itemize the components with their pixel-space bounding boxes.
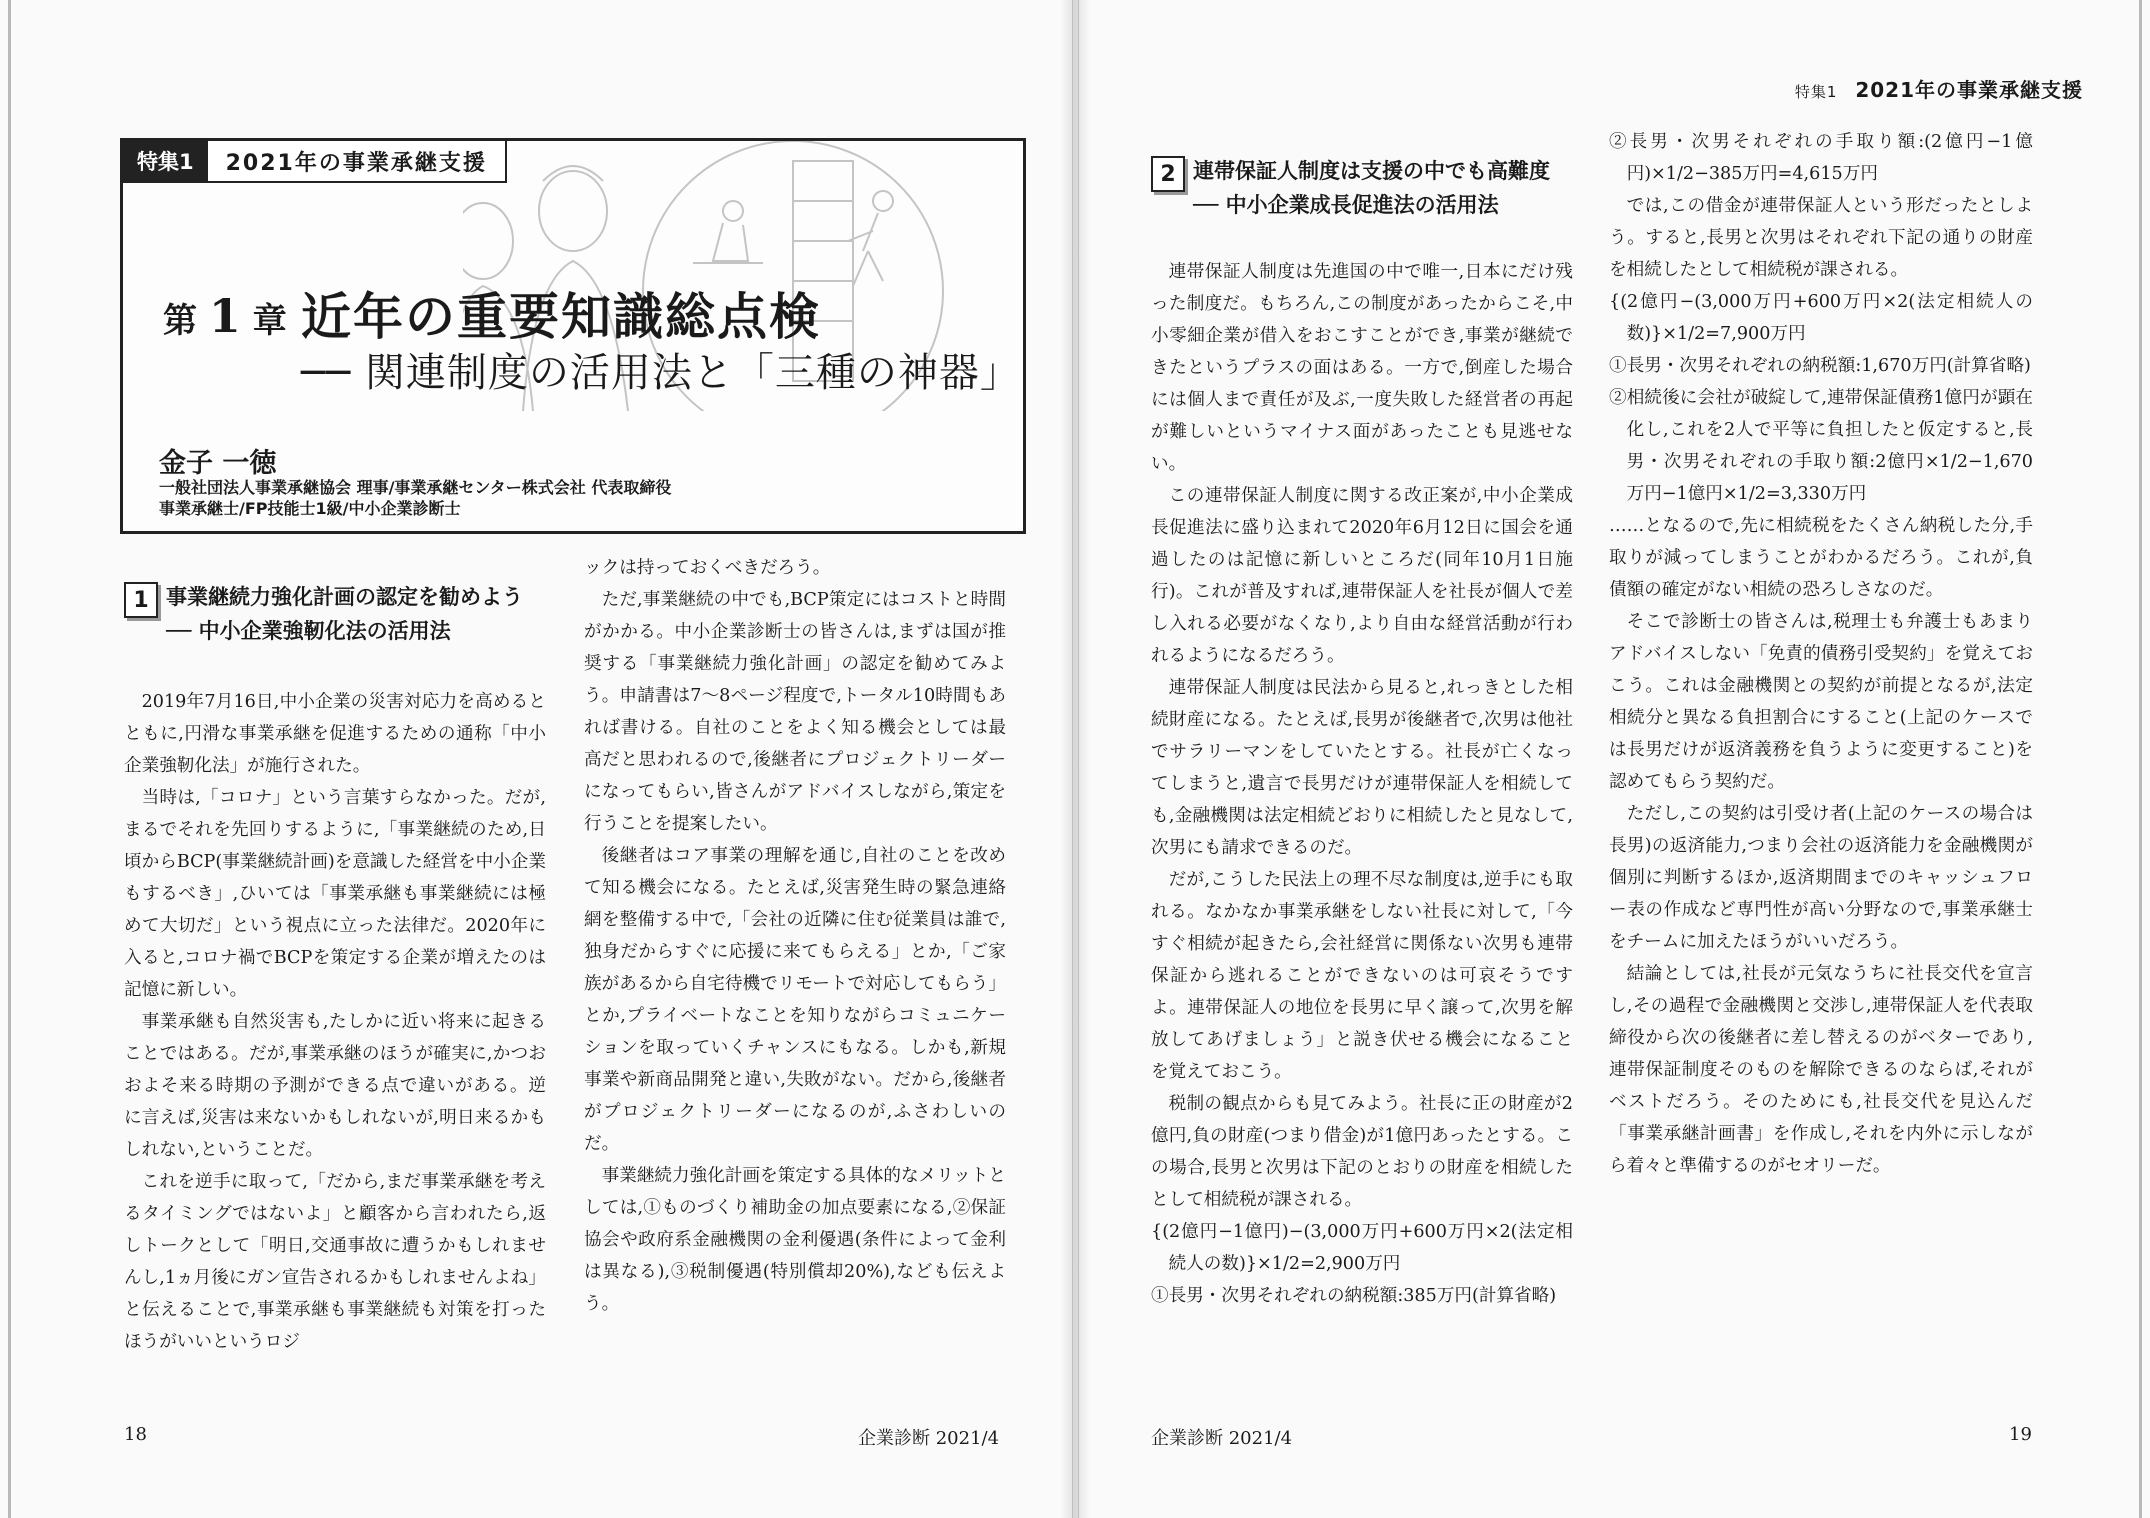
paragraph: ②相続後に会社が破綻して,連帯保証債務1億円が顕在化し,これを2人で平等に負担したと仮定すると,長男・次男それぞれの手取り額:2億円×1/2−1,670万円−1億円×1/2=3,330万円: [1609, 388, 2033, 504]
chapter-title: 近年の重要知識総点検: [301, 288, 821, 346]
affiliation-line: 一般社団法人事業承継協会 理事/事業承継センター株式会社 代表取締役: [159, 478, 672, 497]
page-edge: [8, 0, 11, 1518]
chapter-subtitle: ── 関連制度の活用法と「三種の神器」: [301, 350, 1021, 396]
journal-footer: 企業診断 2021/4: [1151, 1428, 1293, 1449]
section-number: 1: [124, 582, 158, 618]
right-page: [1078, 0, 2150, 1518]
author-affiliation: [159, 477, 671, 519]
chapter-suffix: 章: [252, 301, 287, 341]
left-page-column-2: [584, 552, 1006, 1320]
section-title-line2: ── 中小企業強靭化法の活用法: [166, 619, 451, 643]
running-header-label: 特集1: [1794, 83, 1838, 101]
section-title-line1: 事業継続力強化計画の認定を勧めよう: [166, 585, 523, 609]
paragraph: 当時は,「コロナ」という言葉すらなかった。だが,まるでそれを先回りするように,「事業継続のため,日頃からBCP(事業継続計画)を意識した経営を中小企業もするべき」,ひいては「事業承継も事業継続には極めて大切だ」という視点に立った法律だ。2020年に入ると,コロナ禍でBCPを策定する企業が増えたのは記憶に新しい。: [124, 788, 546, 1000]
paragraph: ①長男・次男それぞれの納税額:1,670万円(計算省略): [1609, 356, 2031, 376]
paragraph: これを逆手に取って,「だから,まだ事業承継を考えるタイミングではないよ」と顧客から言われたら,返しトークとして「明日,交通事故に遭うかもしれませんし,1ヵ月後にガン宣告されるかもしれませんよね」と伝えることで,事業承継も事業継続も対策を打ったほうがいいというロジ: [124, 1172, 546, 1352]
author-name: 金子 一徳: [159, 448, 277, 479]
right-page-column-2: [1609, 126, 2033, 1182]
paragraph: ②長男・次男それぞれの手取り額:(2億円−1億円)×1/2−385万円=4,615万円: [1609, 132, 2033, 184]
page-number: 19: [2009, 1424, 2032, 1445]
paragraph: 2019年7月16日,中小企業の災害対応力を高めるとともに,円滑な事業承継を促進するための通称「中小企業強靭化法」が施行された。: [124, 692, 546, 776]
left-page: [0, 0, 1073, 1518]
chapter-number-value: 1: [208, 289, 241, 343]
paragraph: 後継者はコア事業の理解を通じ,自社のことを改めて知る機会になる。たとえば,災害発生時の緊急連絡網を整備する中で,「会社の近隣に住む従業員は誰で,独身だからすぐに応援に来てもらえる」とか,「ご家族があるから自宅待機でリモートで対応してもらう」とか,プライベートなことを知りながらコミュニケーションを取っていくチャンスにもなる。しかも,新規事業や新商品開発と違い,失敗がない。だから,後継者がプロジェクトリーダーになるのが,ふさわしいのだ。: [584, 846, 1007, 1154]
section-1-heading: [124, 580, 564, 650]
chapter-number: [163, 289, 287, 343]
book-gutter: [1060, 0, 1090, 1518]
chapter-title-box: [120, 138, 1026, 534]
paragraph: では,この借金が連帯保証人という形だったとしよう。すると,長男と次男はそれぞれ下記の通りの財産を相続したとして相続税が課される。: [1609, 196, 2033, 280]
paragraph: 事業承継も自然災害も,たしかに近い将来に起きることではある。だが,事業承継のほうが確実に,かつおおよそ来る時期の予測ができる点で違いがある。逆に言えば,災害は来ないかもしれないが,明日来るかもしれない,ということだ。: [124, 1012, 547, 1160]
paragraph: だが,こうした民法上の理不尽な制度は,逆手にも取れる。なかなか事業承継をしない社長に対して,「今すぐ相続が起きたら,会社経営に関係ない次男も連帯保証から逃れることができないのは可哀そうですよ。連帯保証人の地位を長男に早く譲って,次男を解放してあげましょう」と説き伏せる機会になることを覚えておこう。: [1151, 870, 1573, 1082]
paragraph: ①長男・次男それぞれの納税額:385万円(計算省略): [1151, 1286, 1557, 1306]
affiliation-line: 事業承継士/FP技能士1級/中小企業診断士: [159, 499, 461, 518]
paragraph: ただし,この契約は引受け者(上記のケースの場合は長男)の返済能力,つまり会社の返済能力を金融機関が個別に判断するほか,返済期間までのキャッシュフロー表の作成など専門性が高い分野なので,事業承継士をチームに加えたほうがいいだろう。: [1609, 804, 2033, 952]
journal-footer: 企業診断 2021/4: [858, 1428, 1000, 1449]
paragraph: そこで診断士の皆さんは,税理士も弁護士もあまりアドバイスしない「免責的債務引受契約」を覚えておこう。これは金融機関との契約が前提となるが,法定相続分と異なる負担割合にすること(上記のケースでは長男だけが返済義務を負うように変更すること)を認めてもらう契約だ。: [1609, 612, 2033, 792]
feature-tag: [123, 141, 507, 183]
paragraph: {(2億円−(3,000万円+600万円×2(法定相続人の数)}×1/2=7,900万円: [1609, 292, 2033, 344]
paragraph: ックは持っておくべきだろう。: [584, 558, 831, 578]
paragraph: 結論としては,社長が元気なうちに社長交代を宣言し,その過程で金融機関と交渉し,連帯保証人を代表取締役から次の後継者に差し替えるのがベターであり,連帯保証制度そのものを解除できるのならば,それがベストだろう。そのためにも,社長交代を見込んだ「事業承継計画書」を作成し,それを内外に示しながら着々と準備するのがセオリーだ。: [1609, 964, 2033, 1176]
page-edge: [2139, 0, 2142, 1518]
section-2-heading: [1151, 154, 1591, 224]
paragraph: ……となるので,先に相続税をたくさん納税した分,手取りが減ってしまうことがわかるだろう。これが,負債額の確定がない相続の恐ろしさなのだ。: [1609, 516, 2033, 600]
paragraph: {(2億円−1億円)−(3,000万円+600万円×2(法定相続人の数)}×1/2=2,900万円: [1151, 1222, 1573, 1274]
paragraph: 税制の観点からも見てみよう。社長に正の財産が2億円,負の財産(つまり借金)が1億円あったとする。この場合,長男と次男は下記のとおりの財産を相続したとして相続税が課される。: [1151, 1094, 1573, 1210]
running-header-title: 2021年の事業承継支援: [1855, 78, 2083, 102]
section-title-line1: 連帯保証人制度は支援の中でも高難度: [1193, 159, 1550, 183]
page-number: 18: [124, 1424, 147, 1445]
paragraph: この連帯保証人制度に関する改正案が,中小企業成長促進法に盛り込まれて2020年6月12日に国会を通過したのは記憶に新しいところだ(同年10月1日施行)。これが普及すれば,連帯保証人を社長が個人で差し入れる必要がなくなり,より自由な経営活動が行われるようになるだろう。: [1151, 486, 1573, 666]
section-number: 2: [1151, 156, 1185, 192]
left-page-column-1: [124, 686, 546, 1358]
running-header: [1795, 74, 2083, 103]
paragraph: ただ,事業継続の中でも,BCP策定にはコストと時間がかかる。中小企業診断士の皆さんは,まずは国が推奨する「事業継続力強化計画」の認定を勧めてみよう。申請書は7〜8ページ程度で,トータル10時間もあれば書ける。自社のことをよく知る機会としては最高だと思われるので,後継者にプロジェクトリーダーになってもらい,皆さんがアドバイスしながら,策定を行うことを提案したい。: [584, 590, 1006, 834]
right-page-column-1: [1151, 256, 1573, 1312]
feature-title: 2021年の事業承継支援: [225, 150, 487, 176]
chapter-prefix: 第: [163, 301, 197, 341]
section-title-line2: ── 中小企業成長促進法の活用法: [1193, 193, 1499, 217]
paragraph: 連帯保証人制度は民法から見ると,れっきとした相続財産になる。たとえば,長男が後継者で,次男は他社でサラリーマンをしていたとする。社長が亡くなってしまうと,遺言で長男だけが連帯保証人を相続しても,金融機関は法定相続どおりに相続したと見なして,次男にも請求できるのだ。: [1151, 678, 1574, 858]
paragraph: 事業継続力強化計画を策定する具体的なメリットとしては,①ものづくり補助金の加点要素になる,②保証協会や政府系金融機関の金利優遇(条件によって金利は異なる),③税制優遇(特別償却20%),なども伝えよう。: [584, 1166, 1006, 1314]
feature-label: 特集1: [123, 141, 208, 181]
paragraph: 連帯保証人制度は先進国の中で唯一,日本にだけ残った制度だ。もちろん,この制度があったからこそ,中小零細企業が借入をおこすことができ,事業が継続できたというプラスの面はある。一方で,倒産した場合には個人まで責任が及ぶ,一度失敗した経営者の再起が難しいというマイナス面があったことも見逃せない。: [1151, 262, 1573, 474]
